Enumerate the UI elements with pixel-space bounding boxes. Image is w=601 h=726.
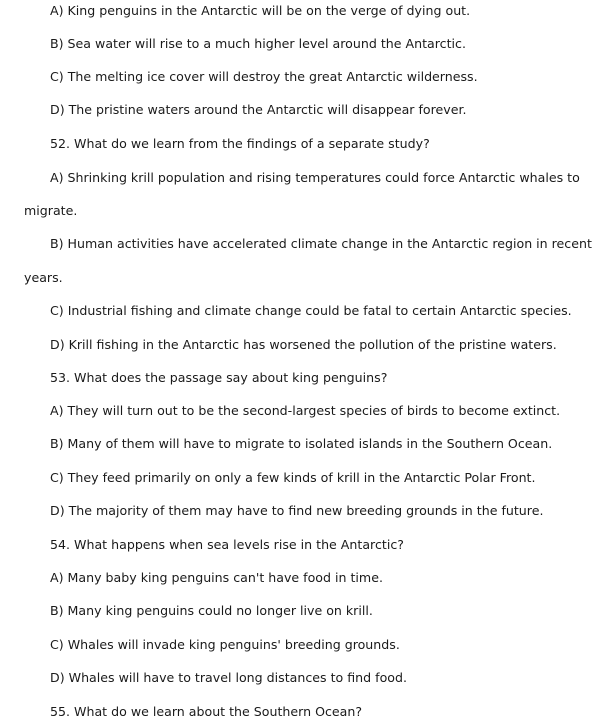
q53-option-c: C) They feed primarily on only a few kinds of krill in the Antarctic Polar Front.: [50, 470, 536, 485]
q52-option-a-line2: migrate.: [24, 203, 78, 218]
q52-option-c: C) Industrial fishing and climate change could be fatal to certain Antarctic species.: [50, 303, 572, 318]
q51-option-b: B) Sea water will rise to a much higher level around the Antarctic.: [50, 36, 466, 51]
q54-question: 54. What happens when sea levels rise in the Antarctic?: [50, 537, 404, 552]
q52-option-d: D) Krill fishing in the Antarctic has worsened the pollution of the pristine waters.: [50, 337, 557, 352]
q54-option-a: A) Many baby king penguins can't have food in time.: [50, 570, 383, 585]
q52-option-b-line2: years.: [24, 270, 63, 285]
q54-option-b: B) Many king penguins could no longer live on krill.: [50, 603, 373, 618]
q53-question: 53. What does the passage say about king penguins?: [50, 370, 388, 385]
q53-option-d: D) The majority of them may have to find new breeding grounds in the future.: [50, 503, 544, 518]
q51-option-a: A) King penguins in the Antarctic will be on the verge of dying out.: [50, 3, 471, 18]
q55-question: 55. What do we learn about the Southern Ocean?: [50, 704, 363, 719]
q52-question: 52. What do we learn from the findings of a separate study?: [50, 136, 430, 151]
q53-option-a: A) They will turn out to be the second-largest species of birds to become extinct.: [50, 403, 561, 418]
q54-option-c: C) Whales will invade king penguins' breeding grounds.: [50, 637, 400, 652]
q51-option-c: C) The melting ice cover will destroy the great Antarctic wilderness.: [50, 69, 478, 84]
q53-option-b: B) Many of them will have to migrate to isolated islands in the Southern Ocean.: [50, 436, 553, 451]
q52-option-a-line1: A) Shrinking krill population and rising temperatures could force Antarctic whales to: [50, 170, 580, 185]
q51-option-d: D) The pristine waters around the Antarctic will disappear forever.: [50, 102, 467, 117]
q54-option-d: D) Whales will have to travel long distances to find food.: [50, 670, 407, 685]
q52-option-b-line1: B) Human activities have accelerated climate change in the Antarctic region in recent: [50, 236, 592, 251]
